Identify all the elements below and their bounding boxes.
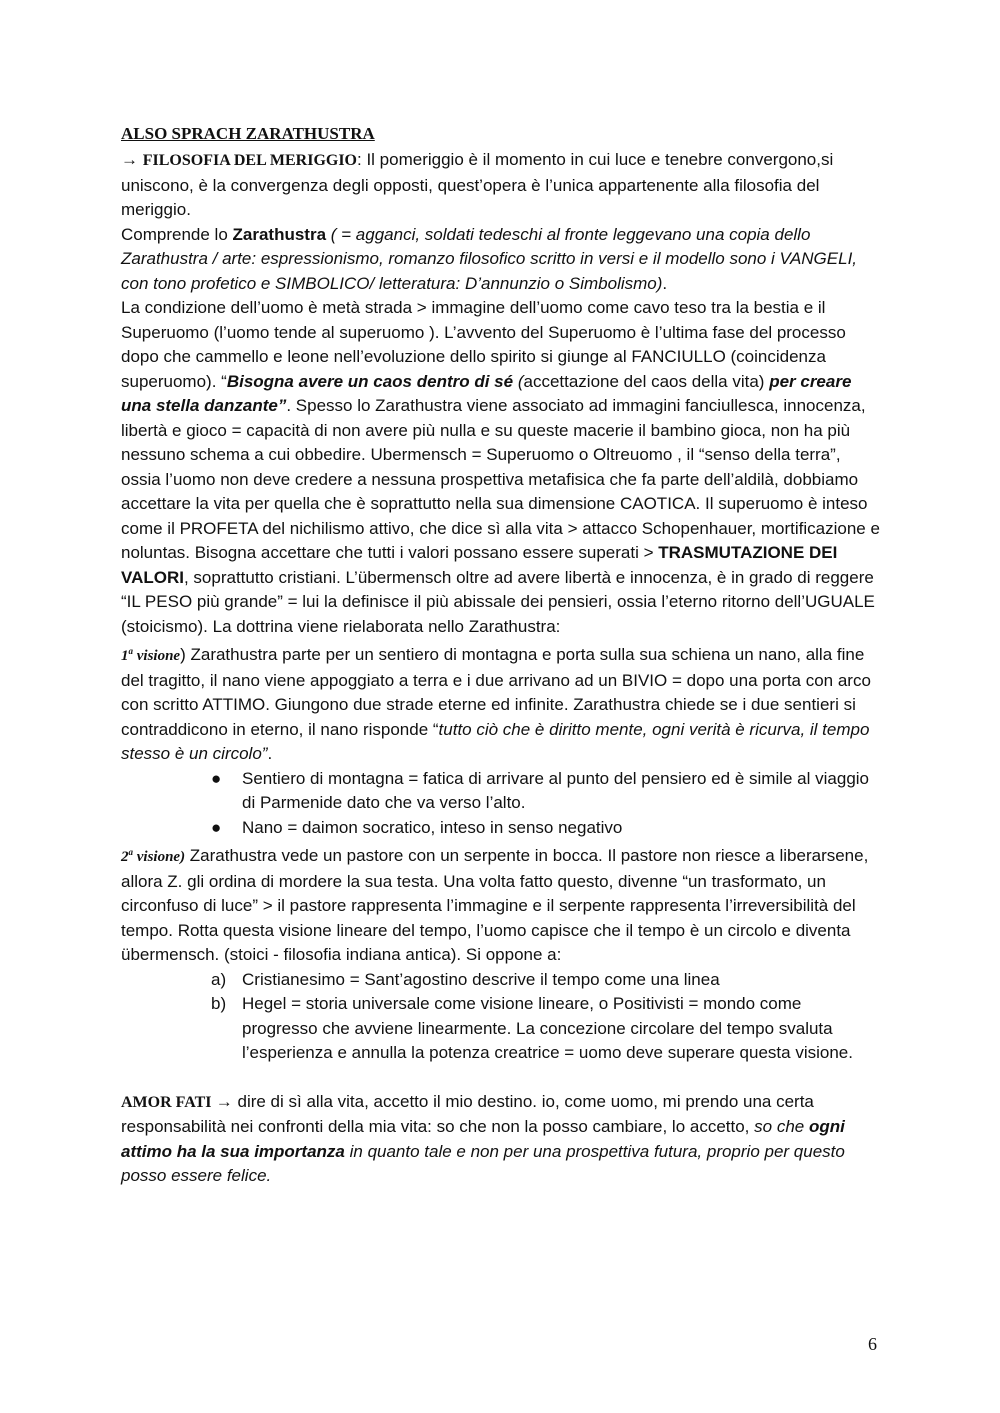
amor-italic-1: so che — [754, 1117, 809, 1136]
visione-1-label — [121, 648, 180, 664]
amor-bold-1: ogni attimo ha la sua importanza — [121, 1117, 845, 1161]
bullet-text: Sentiero di montagna = fatica di arrivare al punto del pensiero ed è simile al viaggio di Parmenide dato che va verso l’alto. — [242, 768, 870, 812]
bullet-icon: ● — [211, 817, 222, 837]
visione-1-text-1: ) Zarathustra parte per un sentiero di montagna e porta sulla sua schiena un nano, alla fine del tragitto, il nano viene appoggiato a terra e i due arrivano ad un BIVIO = dopo una porta con arco con scritto ATTIMO. Giungono due strade eterne ed infinite. Zarathustra chiede se i due sentieri si contraddicono in eterno, il nano risponde “ — [121, 645, 871, 739]
list-item — [211, 816, 881, 841]
paragraph-condizione — [121, 296, 881, 639]
amor-end: . — [266, 1166, 272, 1185]
condizione-text-4: , soprattutto cristiani. L’übermensch oltre ad avere libertà e innocenza, è in grado di reggere “IL PESO più grande” = lui la definisce il più abissale dei pensieri, ossia l’eterno ritorno dell’UGUALE (stoicismo). La dottrina viene rielaborata nello Zarathustra: — [121, 567, 875, 636]
comprende-intro: Comprende lo — [121, 224, 233, 244]
condizione-bold-1: Bisogna avere un caos dentro di sé — [226, 371, 518, 391]
paragraph-visione-1 — [121, 639, 881, 767]
document-body — [121, 122, 881, 1189]
document-title: ALSO SPRACH ZARATHUSTRA — [121, 124, 375, 143]
visione-2-sup: a — [128, 847, 133, 857]
condizione-text-1: La condizione dell’uomo è metà strada > immagine dell’uomo come cavo teso tra la bestia e il Superuomo (l’uomo tende al superuomo ). L’avvento del Superuomo è l’ultima fase del processo dopo che cammello e leone nell’evoluzione dello spirito si giunge al FANCIULLO (coincidenza superuomo). “ — [121, 298, 846, 391]
amor-italic-2: in quanto tale e non per una prospettiva futura, proprio per questo posso essere felice — [121, 1141, 845, 1185]
arrow-glyph: → — [211, 1091, 233, 1111]
list-item — [211, 968, 881, 993]
paragraph-comprende — [121, 223, 881, 297]
visione-1-text-2: . — [267, 744, 273, 763]
condizione-bold-3: TRASMUTAZIONE DEI VALORI — [121, 543, 838, 587]
comprende-end: . — [662, 273, 668, 293]
visione-1-quote: tutto ciò che è diritto mente, ogni verità è ricurva, il tempo stesso è un circolo” — [121, 719, 870, 763]
visione-1-word: visione — [133, 648, 181, 664]
visione-2-label — [121, 849, 185, 865]
arrow-glyph: → — [121, 150, 138, 169]
spacer — [121, 1066, 881, 1090]
bullet-text: Nano = daimon socratico, inteso in senso negativo — [242, 817, 623, 837]
comprende-bold: Zarathustra — [232, 224, 327, 244]
list-item — [211, 992, 881, 1066]
visione-2-text: Zarathustra vede un pastore con un serpente in bocca. Il pastore non riesce a liberarsene, allora Z. gli ordina di mordere la sua testa. Una volta fatto questo, divenne “un trasformato, un circonfuso di luce” > il pastore rappresenta l’immagine e il serpente rappresenta l’irreversibilità del tempo. Rotta questa visione lineare del tempo, l’uomo capisce che il tempo è un circolo e diventa übermensch. (stoici - filosofia indiana antica). Si oppone a: — [121, 846, 869, 964]
visione-1-bullet-list — [121, 767, 881, 841]
visione-2-num: 2 — [121, 849, 129, 865]
condizione-italic-1: ( — [517, 371, 524, 391]
list-item-text: Cristianesimo = Sant’agostino descrive il tempo come una linea — [242, 969, 720, 989]
page-number: 6 — [868, 1334, 877, 1354]
condizione-text-2: accettazione del caos della vita) — [523, 371, 770, 391]
condizione-bold-2: per creare una stella danzante” — [121, 371, 852, 415]
visione-1-num: 1 — [121, 648, 129, 664]
comprende-italic: ( = agganci, soldati tedeschi al fronte leggevano una copia dello Zarathustra / arte: espressionismo, romanzo filosofico scritto in versi e il modello sono i VANGELI, con tono profetico e SIMBOLICO/ letteratura: D’annunzio o Simbolismo) — [121, 224, 858, 293]
paragraph-visione-2 — [121, 840, 881, 968]
visione-1-sup: a — [128, 646, 133, 656]
list-marker: b) — [211, 994, 227, 1013]
amor-text-1: dire di sì alla vita, accetto il mio destino. io, come uomo, mi prendo una certa responsabilità nei confronti della mia vita: so che non la posso cambiare, lo accetto, — [121, 1091, 814, 1136]
bullet-icon: ● — [211, 768, 222, 788]
meriggio-text: : Il pomeriggio è il momento in cui luce e tenebre convergono,si uniscono, è la convergenza degli opposti, quest’opera è l’unica appartenente alla filosofia del meriggio. — [121, 150, 834, 219]
list-marker: a) — [211, 969, 227, 989]
list-item-text: Hegel = storia universale come visione lineare, o Positivisti = mondo come progresso che avviene linearmente. La concezione circolare del tempo svaluta l’esperienza e annulla la potenza creatrice = uomo deve superare questa visione. — [242, 994, 853, 1062]
paragraph-meriggio — [121, 148, 881, 223]
condizione-text-3: . Spesso lo Zarathustra viene associato ad immagini fanciullesca, innocenza, libertà e gioco = capacità di non avere più nulla e su queste macerie il bambino gioca, non ha più nessuno schema a cui obbedire. Ubermensch = Superuomo o Oltreuomo , il “senso della terra”, ossia l’uomo non deve credere a nessuna prospettiva metafisica che fa parte dell’aldilà, dobbiamo accettare la vita per quella che è soprattutto nella sua dimensione CAOTICA. Il superuomo è inteso come il PROFETA del nichilismo attivo, che dice sì alla vita > attacco Schopenhauer, mortificazione e noluntas. Bisogna accettare che tutti i valori possano essere superati > — [121, 396, 880, 562]
visione-2-lettered-list — [121, 968, 881, 1066]
visione-2-word: visione) — [133, 849, 186, 865]
section-heading-amor-fati: AMOR FATI — [121, 1093, 212, 1111]
section-heading-meriggio: FILOSOFIA DEL MERIGGIO — [142, 152, 357, 169]
list-item — [211, 767, 881, 816]
paragraph-amor-fati — [121, 1090, 881, 1189]
